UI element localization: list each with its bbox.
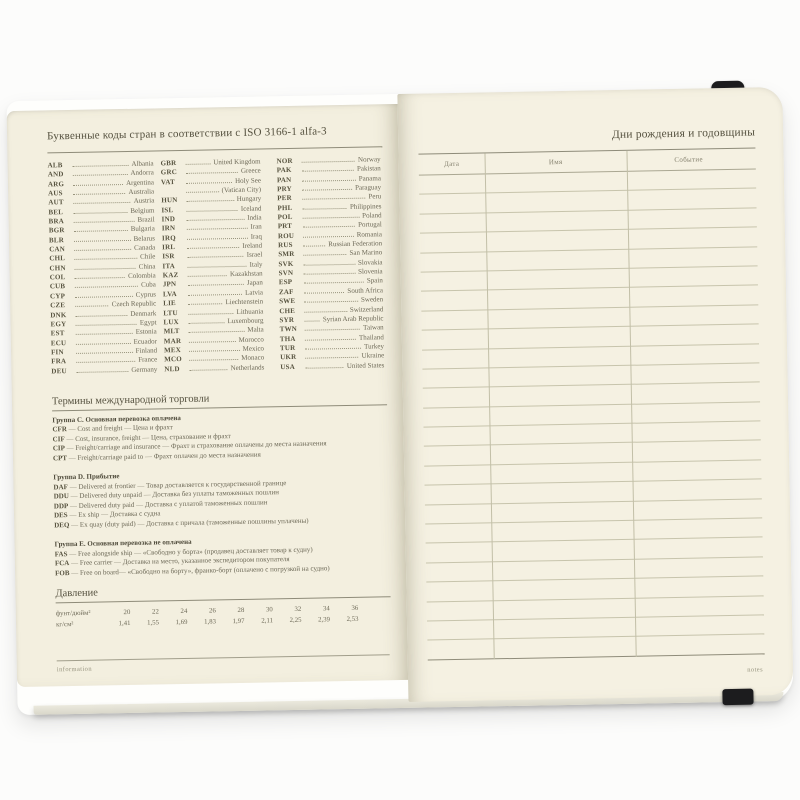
dot-leader (188, 275, 227, 277)
dot-leader (186, 163, 211, 164)
country-name: Poland (362, 211, 382, 220)
pressure-value: 1,41 (118, 620, 131, 628)
country-name: Estonia (135, 327, 157, 337)
birthdays-table (418, 147, 764, 660)
country-code: ITA (162, 261, 176, 271)
dot-leader (188, 266, 247, 268)
country-code: MAR (163, 336, 182, 345)
country-code: MCO (164, 355, 182, 364)
country-name: Iceland (240, 204, 262, 213)
trade-group (53, 468, 391, 531)
right-page-birthdays (397, 87, 793, 702)
dot-leader (75, 314, 127, 316)
trade-group-heading: Группа D. Прибытие (53, 472, 120, 482)
pressure-unit-label: фунт/дюйм² (55, 610, 91, 618)
country-code: SMR (278, 250, 295, 259)
country-name: Israel (246, 250, 263, 260)
pressure-value: 20 (123, 609, 131, 617)
country-code: NLD (164, 364, 180, 373)
country-name: India (247, 213, 262, 222)
trade-term-text: — Freight/carriage paid to — Фрахт оплачен до места назначения (66, 450, 261, 463)
country-code: TWN (279, 325, 298, 334)
country-name: Ukraine (361, 351, 385, 360)
country-code: GRC (160, 168, 178, 177)
dot-leader (188, 303, 222, 305)
trade-term-code: CFR (52, 425, 67, 434)
country-code: CHE (279, 306, 296, 315)
country-code: THA (279, 334, 296, 343)
country-name: Egypt (139, 318, 157, 327)
country-name: Latvia (245, 288, 264, 297)
trade-group (55, 535, 393, 579)
country-code: PAN (276, 175, 292, 184)
country-name: Holy See (235, 176, 262, 185)
dot-leader (189, 341, 236, 343)
country-name: Mexico (242, 344, 265, 353)
dot-leader (304, 273, 356, 275)
country-row (51, 365, 157, 376)
country-name: Luxembourg (227, 316, 264, 325)
dot-leader (303, 245, 325, 246)
pressure-value: 2,53 (346, 616, 359, 624)
country-code: CHL (49, 254, 66, 263)
country-code: PAK (276, 166, 292, 175)
open-pages (6, 87, 793, 709)
country-name: Portugal (357, 220, 382, 230)
country-name: Czech Republic (111, 299, 157, 309)
trade-term-code: DES (53, 511, 68, 520)
column-header-name: Имя (548, 157, 563, 167)
country-code: EST (50, 329, 65, 338)
dot-leader (76, 333, 133, 335)
country-code: CZE (50, 301, 66, 310)
country-name: United Kingdom (213, 157, 261, 167)
country-name: Paraguay (354, 183, 382, 192)
pressure-value: 30 (265, 606, 273, 614)
dot-leader (75, 277, 125, 279)
dot-leader (75, 305, 108, 307)
pressure-unit-label: кг/см² (55, 621, 74, 629)
dot-leader (73, 202, 130, 204)
country-name: Ecuador (133, 336, 157, 346)
dot-leader (73, 184, 123, 186)
country-code: MEX (163, 345, 182, 355)
country-name: Peru (368, 192, 382, 201)
trade-term-text: — Free carrier — Доставка на место, указанное экспедитором покупателя (69, 555, 290, 568)
country-code: PRT (277, 222, 293, 231)
dot-leader (73, 193, 125, 195)
dot-leader (187, 238, 248, 240)
country-code: JPN (162, 280, 177, 289)
country-name: Colombia (127, 271, 156, 281)
country-code: BRA (48, 217, 65, 226)
country-code: CUB (49, 282, 66, 291)
birthdays-title: Дни рождения и годовщины (611, 126, 756, 142)
trade-term-code: DDU (53, 492, 69, 501)
country-name: Finland (135, 346, 158, 355)
dot-leader (189, 322, 225, 324)
country-code: ISL (161, 205, 174, 215)
country-code: DNK (50, 310, 67, 319)
column-header-event: Событие (674, 155, 703, 164)
trade-term-text: — Ex ship — Доставка с судна (67, 509, 161, 520)
dot-leader (75, 296, 133, 298)
country-code: BLR (48, 235, 65, 245)
country-row (280, 361, 384, 372)
dot-leader (76, 342, 131, 344)
country-code: ZAF (278, 287, 294, 297)
country-name: Canada (134, 243, 156, 252)
country-name: China (138, 262, 156, 271)
title-rule (47, 146, 382, 153)
pressure-value: 1,55 (147, 619, 160, 628)
dot-leader (303, 217, 360, 219)
country-name: Slovenia (358, 267, 383, 276)
pressure-value: 1,83 (204, 618, 217, 627)
country-codes-table (48, 155, 389, 376)
country-name: Kazakhstan (229, 269, 263, 279)
country-code: DEU (51, 366, 67, 375)
country-name: Ireland (242, 241, 263, 250)
country-code: IRL (162, 243, 176, 252)
country-code: ALB (47, 161, 63, 170)
country-name: Bulgaria (130, 224, 155, 234)
country-code: AND (47, 170, 64, 179)
dot-leader (302, 179, 356, 181)
country-name: Hungary (236, 194, 262, 204)
country-code: LIE (163, 299, 176, 308)
country-code: FIN (50, 348, 64, 357)
dot-leader (304, 310, 347, 312)
dot-leader (305, 348, 361, 350)
dot-leader (75, 286, 138, 288)
dot-leader (186, 182, 232, 184)
country-name: Denmark (130, 308, 157, 318)
country-name: France (138, 355, 158, 365)
trade-term-text: — Ex quay (duty paid) — Доставка с причала (таможенные пошлины уплачены) (69, 516, 309, 529)
dot-leader (76, 324, 137, 326)
dot-leader (302, 170, 354, 172)
dot-leader (305, 357, 358, 359)
country-name: Pakistan (356, 164, 381, 174)
country-code: MLT (163, 327, 180, 336)
dot-leader (73, 174, 128, 176)
trade-group-heading: Группа C. Основная перевозка оплачена (52, 413, 181, 425)
country-name: Germany (131, 365, 158, 374)
country-name: United States (346, 360, 385, 370)
country-name: Belarus (133, 234, 156, 243)
dot-leader (76, 352, 133, 354)
trade-group (52, 410, 390, 464)
dot-leader (186, 191, 219, 193)
trade-term-text: — Freight/carriage and insurance — Фрахт и страхование оплачены до места назначения (64, 439, 327, 453)
country-code: VAT (160, 177, 175, 187)
country-column (277, 155, 385, 372)
country-name: Netherlands (230, 363, 265, 372)
pressure-value: 34 (322, 605, 330, 613)
dot-leader (189, 350, 240, 352)
dot-leader (189, 359, 238, 361)
dot-leader (188, 284, 244, 286)
pressure-value: 28 (237, 607, 245, 615)
dot-leader (187, 219, 245, 221)
column-header-date: Дата (444, 159, 460, 169)
dot-leader (305, 338, 356, 340)
country-code: CAN (49, 245, 66, 254)
trade-term-code: DDP (53, 502, 69, 511)
dot-leader (74, 249, 131, 251)
country-name: Iraq (250, 232, 263, 241)
country-name: South Africa (347, 286, 384, 295)
dot-leader (187, 256, 243, 258)
dot-leader (303, 254, 346, 256)
trade-term-text: — Delivered duty paid — Доставка с уплатой таможенных пошлин (68, 498, 268, 511)
dot-leader (303, 226, 355, 228)
country-name: Morocco (238, 335, 264, 344)
dot-leader (188, 294, 242, 296)
trade-terms-list (52, 410, 392, 579)
trade-group-heading: Группа E. Основная перевозка не оплачена (54, 538, 192, 549)
dot-leader (302, 161, 355, 163)
country-code: BEL (48, 207, 64, 217)
country-name: Chile (140, 252, 156, 262)
birthdays-table-rows (419, 169, 765, 660)
country-name: San Marino (349, 248, 383, 258)
country-code: SVK (278, 259, 294, 268)
country-code: EGY (50, 319, 67, 329)
trade-term-text: — Cost, insurance, freight — Цена, страхование и фрахт (64, 432, 231, 444)
pressure-value: 1,97 (232, 618, 245, 626)
country-codes-title: Буквенные коды стран в соответствии с ISO 3166-1 alfa-3 (46, 125, 327, 143)
country-code: AUS (48, 189, 63, 198)
dot-leader (187, 247, 239, 249)
pressure-value: 1,69 (175, 619, 188, 627)
elastic-band-bottom (722, 689, 753, 706)
country-name: Brazil (137, 215, 155, 224)
country-code: COL (49, 273, 66, 282)
dot-leader (305, 329, 360, 331)
country-name: Sweden (360, 295, 384, 304)
country-name: Monaco (241, 353, 265, 363)
country-code: PHL (277, 203, 293, 212)
right-page-footer-label: notes (747, 666, 764, 674)
dot-leader (186, 200, 234, 202)
country-name: Cuba (140, 280, 156, 290)
trade-term-code: CIP (52, 444, 65, 453)
country-name: Turkey (363, 342, 385, 351)
country-code: BGR (48, 226, 65, 235)
trade-term-code: DEQ (54, 520, 70, 530)
dot-leader (189, 331, 245, 333)
country-code: IRN (161, 224, 176, 233)
country-name: Russian Federation (328, 239, 383, 249)
country-code: ISR (162, 252, 175, 261)
country-code: SVN (278, 269, 294, 278)
dot-leader (186, 172, 238, 174)
country-name: Iran (250, 222, 262, 232)
dot-leader (189, 369, 227, 371)
dot-leader (303, 236, 354, 238)
dot-leader (73, 212, 127, 214)
country-code: ROU (277, 231, 295, 240)
pressure-value: 36 (351, 605, 359, 613)
trade-terms-title: Термины международной торговли (51, 393, 210, 408)
country-code: POL (277, 213, 293, 222)
country-code: SWE (279, 297, 296, 306)
country-name: Syrian Arab Republic (322, 314, 384, 324)
country-code: ESP (278, 278, 293, 287)
pressure-conversion-table (56, 603, 393, 631)
trade-term-code: DAF (53, 483, 68, 492)
country-name: Japan (246, 278, 263, 288)
dot-leader (304, 292, 344, 294)
country-name: Norway (357, 155, 381, 164)
left-page-information (7, 104, 408, 687)
trade-term-code: CPT (52, 454, 68, 463)
pressure-value: 22 (151, 608, 159, 616)
dot-leader (304, 301, 358, 303)
country-code: ARG (47, 179, 65, 189)
pressure-value: 24 (180, 608, 188, 616)
country-name: Austria (133, 196, 155, 206)
country-name: Italy (249, 260, 263, 269)
country-name: Panama (358, 174, 381, 183)
country-name: Greece (240, 166, 261, 176)
country-name: Romania (356, 230, 383, 239)
pressure-value: 26 (208, 607, 216, 615)
country-code: KAZ (162, 271, 179, 280)
pressure-title: Давление (55, 587, 99, 600)
notebook (6, 87, 793, 715)
dot-leader (75, 268, 136, 270)
country-name: Slovakia (357, 258, 383, 267)
country-name: (Vatican City) (221, 185, 262, 195)
country-name: Belgium (130, 206, 155, 215)
dot-leader (302, 208, 346, 210)
country-name: Switzerland (349, 304, 384, 314)
country-name: Liechtenstein (225, 297, 264, 307)
country-name: Australia (128, 187, 155, 196)
country-name: Andorra (130, 168, 154, 178)
country-code: LVA (162, 289, 177, 299)
country-code: LUX (163, 317, 179, 327)
country-name: Thailand (358, 332, 384, 342)
country-row (164, 363, 264, 374)
trade-term-text: — Delivered duty unpaid — Доставка без уплаты таможенных пошлин (68, 488, 280, 501)
country-code: HUN (161, 196, 178, 205)
country-code: CYP (49, 291, 66, 301)
dot-leader (76, 371, 128, 373)
left-page-footer-label: information (56, 666, 93, 674)
country-code: FRA (51, 357, 67, 366)
country-name: Albania (131, 159, 154, 168)
country-column (48, 159, 158, 376)
dot-leader (305, 320, 320, 321)
country-name: Taiwan (363, 323, 384, 332)
country-code: SYR (279, 315, 295, 325)
country-code: USA (280, 362, 296, 371)
dot-leader (303, 264, 355, 266)
country-name: Cyprus (135, 290, 157, 299)
country-name: Spain (366, 276, 383, 286)
trade-term-code: CIF (52, 435, 65, 444)
trade-term-text: — Cost and freight — Цена и фрахт (66, 423, 173, 434)
country-name: Argentina (126, 178, 155, 187)
dot-leader (187, 228, 248, 230)
pressure-value: 2,25 (289, 617, 302, 625)
trade-term-code: FOB (55, 568, 70, 578)
trade-term-text: — Delivered at frontier — Товар доставляется к государственной границе (67, 479, 287, 492)
dot-leader (302, 198, 365, 200)
country-code: IND (161, 215, 176, 224)
country-code: LTU (163, 308, 178, 317)
country-code: GBR (160, 159, 177, 168)
country-name: Malta (247, 325, 264, 334)
country-code: PER (277, 194, 292, 203)
country-code: PRY (277, 184, 292, 194)
country-code: NOR (276, 156, 293, 166)
country-column (161, 158, 265, 375)
dot-leader (73, 165, 129, 167)
trade-term-code: FAS (54, 550, 68, 559)
trade-term-text: — Free alongside ship — «Свободно у борта» (продавец доставляет товар к судну) (67, 545, 313, 559)
country-code: TUR (279, 343, 296, 353)
pressure-value: 32 (294, 606, 302, 614)
trade-term-code: FCA (54, 559, 70, 568)
dot-leader (305, 367, 343, 369)
dot-leader (74, 240, 131, 242)
country-code: RUS (278, 241, 293, 250)
country-name: Philippines (349, 202, 382, 211)
dot-leader (304, 282, 364, 284)
dot-leader (74, 221, 135, 223)
country-code: AUT (48, 198, 64, 207)
dot-leader (186, 210, 237, 212)
country-code: UKR (280, 353, 297, 362)
pressure-value: 2,11 (261, 617, 274, 625)
dot-leader (74, 230, 128, 232)
country-name: Lithuania (236, 306, 264, 316)
country-code: IRQ (161, 233, 176, 243)
country-code: ECU (50, 338, 67, 347)
pressure-value: 2,39 (318, 616, 331, 624)
country-code: CHN (49, 263, 66, 273)
dot-leader (74, 258, 137, 260)
trade-term-text: — Free on board— «Свободно на борту», франко-борт (оплачено с погрузкой на судно) (69, 564, 330, 577)
dot-leader (76, 361, 135, 363)
dot-leader (302, 189, 352, 191)
dot-leader (188, 313, 233, 315)
